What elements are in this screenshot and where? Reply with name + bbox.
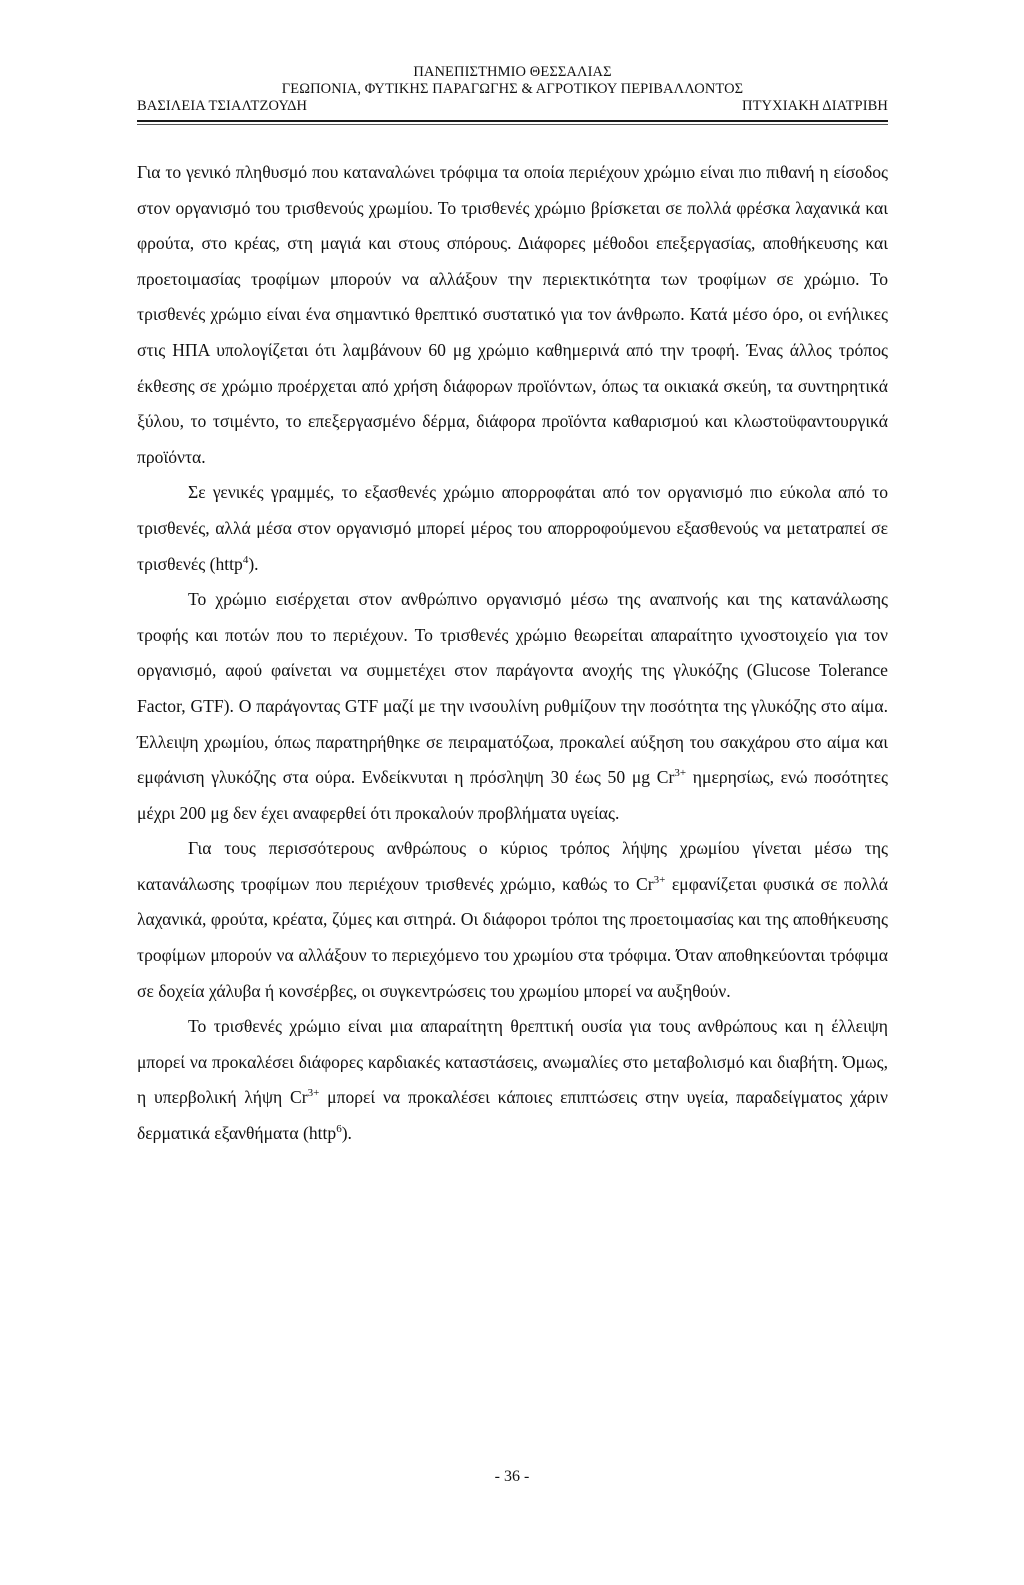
paragraph-4 [137,831,888,1009]
header-university: ΠΑΝΕΠΙΣΤΗΜΙΟ ΘΕΣΣΑΛΙΑΣ [413,64,612,80]
header-thesis-type: ΠΤΥΧΙΑΚΗ ΔΙΑΤΡΙΒΗ [742,98,888,114]
paragraph-3 [137,582,888,831]
paragraph-2 [137,475,888,582]
header-rule-thin [137,124,888,125]
paragraph-5-text-a: Το τρισθενές χρώμιο είναι μια απαραίτητη θρεπτική ουσία για τους ανθρώπους και η έλλειψη μπορεί να προκαλέσει διάφορες καρδιακές καταστάσεις, ανωμαλίες στο μεταβολισμό και διαβήτη. Όμως, η υπερβολική λήψη Cr [137,1016,888,1108]
paragraph-5 [137,1009,888,1151]
header-rule-thick [137,120,888,122]
header-bottom-row [137,81,888,114]
page-number: - 36 - [494,1468,530,1485]
superscript-charge: 3+ [674,767,687,780]
paragraph-4-text-b: εμφανίζεται φυσικά σε πολλά λαχανικά, φρούτα, κρέατα, ζύμες και σιτηρά. Οι διάφοροι τρόποι της προετοιμασίας και της αποθήκευσης τροφίμων μπορούν να αλλάξουν το περιεχόμενο του χρωμίου στα τρόφιμα. Όταν αποθηκεύονται τρόφιμα σε δοχεία χάλυβα ή κονσέρβες, οι συγκεντρώσεις του χρωμίου μπορεί να αυξηθούν. [137,873,888,1001]
body-text [137,155,888,1152]
paragraph-3-text-b: ημερησίως, ενώ ποσότητες μέχρι 200 μg δεν έχει αναφερθεί ότι προκαλούν προβλήματα υγείας. [137,767,888,823]
paragraph-2-end: ). [248,553,259,574]
paragraph-5-end: ). [341,1123,352,1144]
paragraph-5-text-b: μπορεί να προκαλέσει κάποιες επιπτώσεις στην υγεία, παραδείγματος χάριν δερματικά εξανθήματα (http [137,1087,888,1144]
page-header [137,64,888,114]
paragraph-3-text-a: Το χρώμιο εισέρχεται στον ανθρώπινο οργανισμό μέσω της αναπνοής και της κατανάλωσης τροφής και ποτών που το περιέχουν. Το τρισθενές χρώμιο θεωρείται απαραίτητο ιχνοστοιχείο για τον οργανισμό, αφού φαίνεται να συμμετέχει στον παράγοντα ανοχής της γλυκόζης (Glucose Tolerance Factor, GTF). Ο παράγοντας GTF μαζί με την ινσουλίνη ρυθμίζουν την ποσότητα της γλυκόζης στο αίμα. Έλλειψη χρωμίου, όπως παρατηρήθηκε σε πειραματόζωα, προκαλεί αύξηση του σακχάρου στο αίμα και εμφάνιση γλυκόζης στα ούρα. Ενδείκνυται η πρόσληψη 30 έως 50 μg Cr [137,589,888,788]
paragraph-2-text: Σε γενικές γραμμές, το εξασθενές χρώμιο απορροφάται από τον οργανισμό πιο εύκολα από το τρισθενές, αλλά μέσα στον οργανισμό μπορεί μέρος του απορροφούμενου εξασθενούς να μετατραπεί σε τρισθενές (http [137,482,888,574]
superscript-charge: 3+ [653,873,666,886]
superscript-charge: 3+ [307,1087,320,1100]
paragraph-4-text-a: Για τους περισσότερους ανθρώπους ο κύριος τρόπος λήψης χρωμίου γίνεται μέσω της κατανάλωσης τροφίμων που περιέχουν τρισθενές χρώμιο, καθώς το Cr [137,838,888,894]
footnote-ref-4: 4 [242,553,249,566]
footnote-ref-6: 6 [336,1123,342,1136]
header-department: ΓΕΩΠΟΝΙΑ, ΦΥΤΙΚΗΣ ΠΑΡΑΓΩΓΗΣ & ΑΓΡΟΤΙΚΟΥ ΠΕΡΙΒΑΛΛΟΝΤΟΣ [281,81,744,97]
header-author: ΒΑΣΙΛΕΙΑ ΤΣΙΑΛΤΖΟΥΔΗ [137,98,308,114]
paragraph-1: Για το γενικό πληθυσμό που καταναλώνει τρόφιμα τα οποία περιέχουν χρώμιο είναι πιο πιθανή η είσοδος στον οργανισμό του τρισθενούς χρωμίου. Το τρισθενές χρώμιο βρίσκεται σε πολλά φρέσκα λαχανικά και φρούτα, στο κρέας, στη μαγιά και στους σπόρους. Διάφορες μέθοδοι επεξεργασίας, αποθήκευσης και προετοιμασίας τροφίμων μπορούν να αλλάξουν την περιεκτικότητα των τροφίμων σε χρώμιο. Το τρισθενές χρώμιο είναι ένα σημαντικό θρεπτικό συστατικό για τον άνθρωπο. Κατά μέσο όρο, οι ενήλικες στις ΗΠΑ υπολογίζεται ότι λαμβάνουν 60 μg χρώμιο καθημερινά από την τροφή. Ένας άλλος τρόπος έκθεσης σε χρώμιο προέρχεται από χρήση διάφορων προϊόντων, όπως τα οικιακά σκεύη, τα συντηρητικά ξύλου, το τσιμέντο, το επεξεργασμένο δέρμα, διάφορα προϊόντα καθαρισμού και κλωστοϋφαντουργικά προϊόντα. [137,162,888,467]
